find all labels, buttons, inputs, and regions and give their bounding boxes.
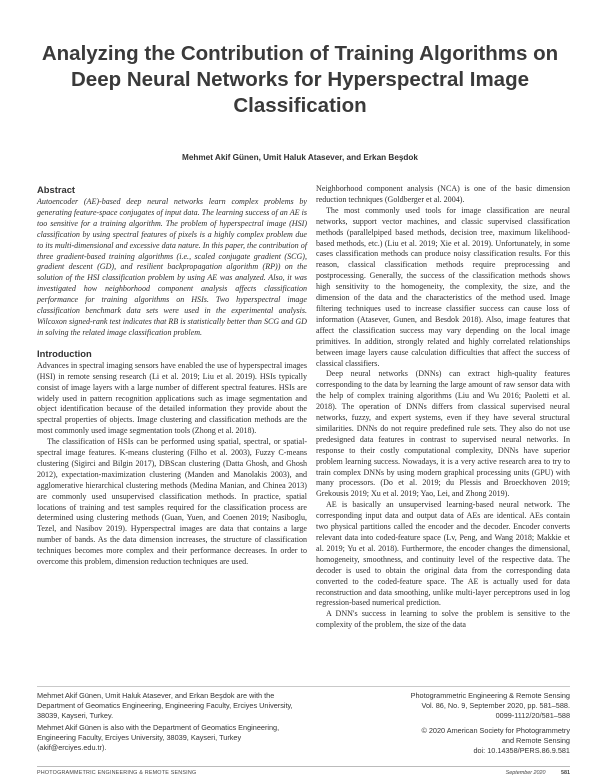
footer-journal: PHOTOGRAMMETRIC ENGINEERING & REMOTE SENSING (37, 770, 197, 776)
citation-volume: Vol. 86, No. 9, September 2020, pp. 581–588. (421, 701, 570, 710)
citation-journal: Photogrammetric Engineering & Remote Sensing (410, 691, 570, 700)
body-paragraph: The most commonly used tools for image classification are neural networks, support vector machines, and classic supervised classification methods (parallelpiped based methods, decision tree, maximum likelihood-based methods, etc.) (Liu et al. 2019; Xie et al. 2019). Unfortunately, in some cases classification methods can produce noisy classification results. For this reason, classical classification methods require preprocessing and postprocessing. Generally, the success of the classification methods shows high sensitivity to the homogeneity, the complexity, the size, and the dimension of the data and the characteristics of the method used. Image filtering techniques used to increase classifier success can cause loss of information (Atasever, Gunen, and Besdok 2018). Also, image features that affect the classification success may vary depending on the local image primitives. In addition, strongly related and highly correlated relationships between image layers cause calculation difficulties that affect the success of classical classifiers. (316, 205, 570, 368)
left-column (37, 184, 307, 568)
citation-doi: doi: 10.14358/PERS.86.9.581 (473, 746, 570, 755)
citation-issn: 0099-1112/20/581–588 (495, 711, 570, 720)
citation-copyright-cont: and Remote Sensing (501, 736, 570, 745)
citation-copyright: © 2020 American Society for Photogrammetry (421, 726, 570, 735)
abstract-heading: Abstract (37, 184, 76, 195)
footer-right (506, 770, 570, 776)
author-contact-footnote: Mehmet Akif Günen is also with the Department of Geomatics Engineering, Engineering Faculty, Erciyes University, 38039, Kayseri, Turkey (akif@erciyes.edu.tr). (37, 723, 280, 752)
body-paragraph: Neighborhood component analysis (NCA) is one of the basic dimension reduction techniques (Goldberger et al. 2004). (316, 184, 570, 204)
citation-block (330, 691, 570, 756)
page-footer (37, 766, 570, 776)
intro-paragraph: The classification of HSIs can be performed using spatial, spectral, or spatial-spectral image features. K-means clustering (Filho et al. 2003), Fuzzy C-means clustering (Sigirci and Bilgin 2017), DBScan clustering (Datta Ghosh, and Ghosh 2012), expectation-maximization clustering (Manden and Manolakis 2003), and agglomerative hierarchical clustering methods (Medina Manian, and Chinea 2013) are commonly used unsupervised classification methods. In practice, spatial locations of training and test samples required for the classification process are determined using clustering methods (Guan, Yuen, and Coenen 2019; Nasiboglu, Tezel, and Nasibov 2019). Hyperspectral images are data that contains a large number of bands. As the data dimension increases, the structure of classification techniques becomes more complex and their performance decreases. In order to overcome this problem, dimension reduction techniques are used. (37, 437, 307, 567)
body-paragraph: AE is basically an unsupervised learning-based neural network. The corresponding input data and output data of AEs are identical. AEs contain two physical partitions called the encoder and the decoder. Encoder converts relevant data into coded-feature space (Lv, Peng, and Wang 2018; Makkie et al. 2019; Yu et al. 2018). Furthermore, the encoder changes the dimensional, homogeneity, smoothness, and continuity level of the respective data. The decoder is used to obtain the original data from the corresponding data converted to the coded-feature space. The AE is actually used for data reconstruction and data smoothing, unlike multi-layer perceptrons used in log regression-based numerical prediction. (316, 500, 570, 608)
body-paragraph: A DNN's success in learning to solve the problem is sensitive to the complexity of the problem, the size of the data (316, 609, 570, 630)
right-column (316, 184, 570, 631)
author-affiliation-footnote: Mehmet Akif Günen, Umit Haluk Atasever, and Erkan Beşdok are with the Department of Geomatics Engineering, Engineering Faculty, Erciyes University, 38039, Kayseri, Turkey. (37, 691, 293, 720)
author-list: Mehmet Akif Günen, Umit Haluk Atasever, and Erkan Beşdok (182, 153, 418, 162)
body-paragraph: Deep neural networks (DNNs) can extract high-quality features corresponding to the data by learning the large amount of raw sensor data with the help of complex training algorithms (Liu and Wu 2016; Paoletti et al. 2018). The operation of DNNs differs from classical supervised neural networks, fuzzy, and expert systems, even if they have several structural similarities. DNNs do not require predefined rule sets. They also do not use predesigned data features in contrast to supervised neural networks. In response to their costly computational complexity, DNNs have superior problem learning success. Nowadays, it is a very active research area to try to train complex DNNs by using modern graphical processing units (GPU) with many processors. (Do et al. 2019; du Plessis and Broeckhoven 2019; Grekousis 2019; Xu et al. 2019; Yao, Lei, and Zhong 2019). (316, 369, 570, 499)
abstract-text: Autoencoder (AE)-based deep neural networks learn complex problems by generating feature-space conjugates of input data. The learning success of an AE is too sensitive for a training algorithm. The problem of hyperspectral image (HSI) classification by using spectral features of pixels is a highly complex problem due to its multi-dimensional and excessive data nature. In this paper, the contribution of three gradient-based training algorithms (i.e., scaled conjugate gradient (SCG), gradient descent (GD), and resilient backpropagation algorithm (RP)) on the solution of the HSI classification problem by using AE was analyzed. Also, it was investigated how neighborhood component analysis affects classification performance for training algorithms on HSIs. Two hyperspectral image classification benchmark data sets were used in the experimental analysis. Wilcoxon signed-rank test indicates that RB is statistically better than SCG and GD in solving the related image classification problem. (37, 197, 307, 337)
intro-paragraph: Advances in spectral imaging sensors have enabled the use of hyperspectral images (HSI) in remote sensing research (Li et al. 2019; Liu et al. 2019). HSIs typically consist of image layers with a large number of different spectral features. HSIs are widely used in pattern recognition applications such as image segmentation and object identification because of the detailed information they provide about the spectral properties of objects. Image clustering and classification methods are the most commonly used image segmentation tools (Zhong et al. 2018). (37, 360, 307, 436)
footnote-divider (37, 686, 570, 687)
footer-month: September 2020 (505, 770, 546, 776)
introduction-heading: Introduction (37, 347, 92, 359)
paper-title: Analyzing the Contribution of Training Algorithms on Deep Neural Networks for Hyperspectral Image Classification (41, 42, 559, 117)
page-number: 581 (561, 770, 570, 776)
